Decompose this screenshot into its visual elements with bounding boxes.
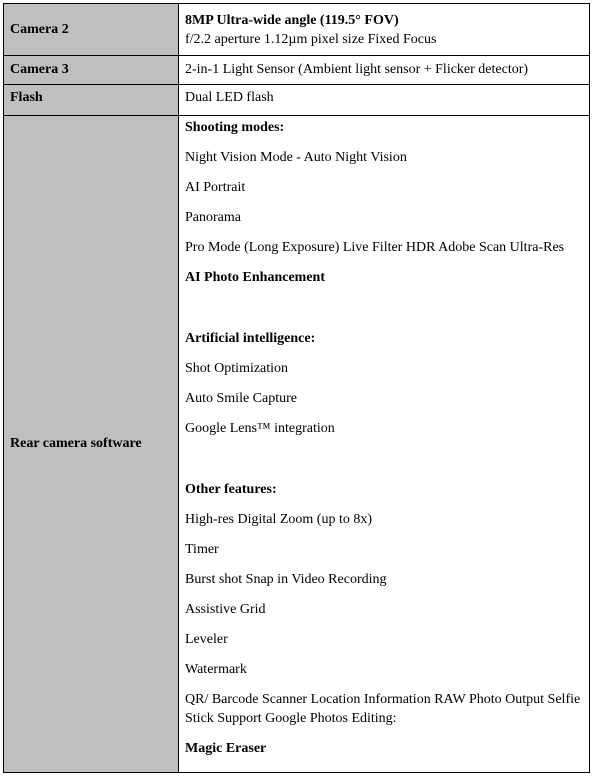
row-value-flash: Dual LED flash	[179, 85, 590, 116]
table-row	[4, 116, 590, 773]
table-row	[4, 4, 590, 56]
ai-photo-enhancement-label: AI Photo Enhancement	[185, 270, 326, 285]
list-item: QR/ Barcode Scanner Location Information RAW Photo Output Selfie Stick Support Google Photos Editing:	[185, 692, 581, 726]
row-value-camera-2	[179, 4, 590, 56]
list-item: Assistive Grid	[185, 602, 266, 617]
row-value-camera-3: 2-in-1 Light Sensor (Ambient light sensor + Flicker detector)	[179, 56, 590, 85]
list-item: Leveler	[185, 632, 228, 647]
list-item: Shot Optimization	[185, 361, 289, 376]
row-value-rear-camera-software	[179, 116, 590, 773]
list-item: Pro Mode (Long Exposure) Live Filter HDR Adobe Scan Ultra-Res	[185, 240, 565, 255]
row-label-camera-2: Camera 2	[4, 4, 179, 56]
list-item: Timer	[185, 542, 219, 557]
list-item: Night Vision Mode - Auto Night Vision	[185, 150, 407, 165]
camera-2-primary: 8MP Ultra-wide angle (119.5° FOV)	[185, 12, 399, 28]
other-features-heading: Other features:	[185, 482, 277, 497]
list-item: Burst shot Snap in Video Recording	[185, 572, 387, 587]
magic-eraser-label: Magic Eraser	[185, 741, 267, 756]
spec-table	[3, 3, 590, 773]
table-row	[4, 56, 590, 85]
list-item: Panorama	[185, 210, 241, 225]
list-item: Watermark	[185, 662, 247, 677]
row-label-camera-3: Camera 3	[4, 56, 179, 85]
table-row	[4, 85, 590, 116]
list-item: Auto Smile Capture	[185, 391, 297, 406]
artificial-intelligence-heading: Artificial intelligence:	[185, 331, 316, 346]
camera-2-secondary: f/2.2 aperture 1.12µm pixel size Fixed Focus	[185, 31, 437, 47]
shooting-modes-heading: Shooting modes:	[185, 120, 285, 135]
row-label-rear-camera-software: Rear camera software	[4, 116, 179, 773]
list-item: Google Lens™ integration	[185, 421, 335, 436]
row-label-flash: Flash	[4, 85, 179, 116]
list-item: High-res Digital Zoom (up to 8x)	[185, 512, 373, 527]
list-item: AI Portrait	[185, 180, 246, 195]
